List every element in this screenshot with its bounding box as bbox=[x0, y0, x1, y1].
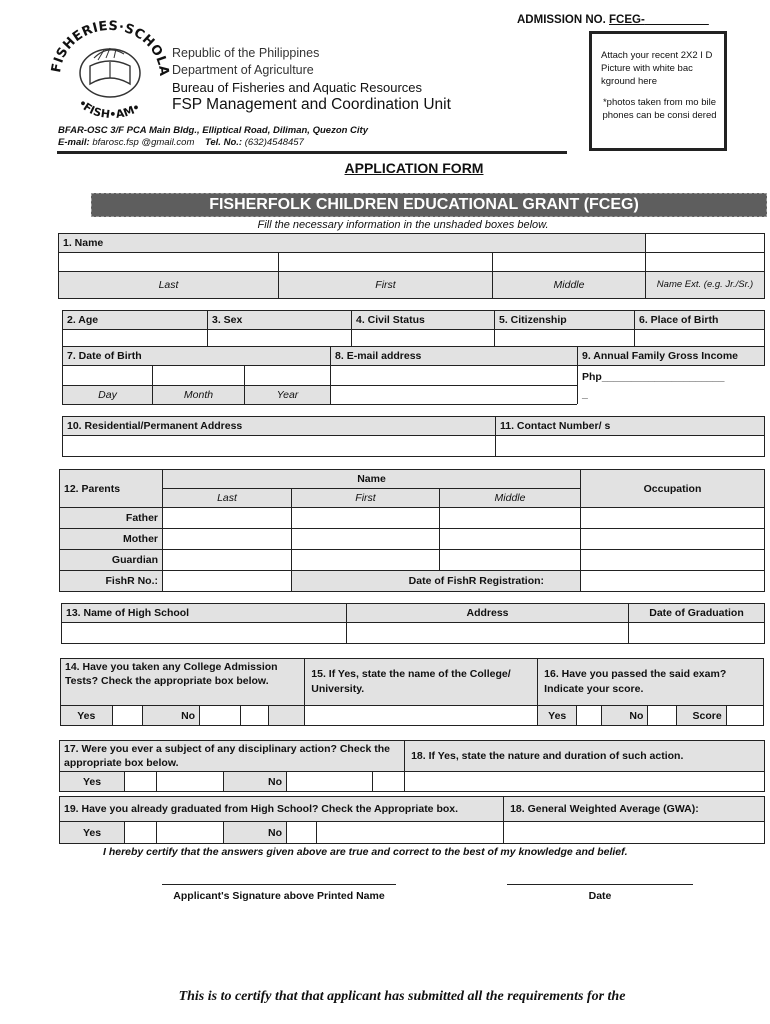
q17-yes-label: Yes bbox=[60, 772, 125, 792]
personal-info-table bbox=[62, 310, 765, 349]
agency-line-bureau: Bureau of Fisheries and Aquatic Resources bbox=[172, 80, 423, 95]
first-name-caption: First bbox=[279, 272, 493, 299]
family-income-label: 9. Annual Family Gross Income bbox=[578, 347, 765, 366]
residential-address-input[interactable] bbox=[63, 436, 496, 457]
q19-label: 19. Have you already graduated from High School? Check the Appropriate box. bbox=[60, 797, 504, 822]
email-address-input[interactable] bbox=[331, 366, 578, 386]
q16-yes-label: Yes bbox=[538, 706, 577, 726]
q18-label: 18. If Yes, state the nature and duration of such action. bbox=[405, 741, 765, 772]
father-last-input[interactable] bbox=[163, 508, 292, 529]
mother-first-input[interactable] bbox=[292, 529, 440, 550]
requirements-certification: This is to certify that that applicant has submitted all the requirements for the bbox=[178, 989, 626, 1004]
agency-line-republic: Republic of the Philippines bbox=[172, 46, 320, 60]
middle-name-caption: Middle bbox=[493, 272, 646, 299]
date-line[interactable] bbox=[507, 884, 693, 885]
tel-value: (632)4548457 bbox=[244, 137, 304, 148]
first-name-input[interactable] bbox=[279, 253, 493, 272]
year-caption: Year bbox=[245, 385, 331, 405]
q14-spacer-shaded bbox=[269, 706, 305, 726]
guardian-label: Guardian bbox=[60, 550, 163, 571]
name-label: 1. Name bbox=[59, 234, 646, 253]
fishr-number-label: FishR No.: bbox=[60, 571, 163, 592]
email-label: E-mail: bbox=[58, 137, 90, 148]
guardian-first-input[interactable] bbox=[292, 550, 440, 571]
graduation-date-label: Date of Graduation bbox=[629, 604, 765, 623]
q17-spacer-2 bbox=[373, 772, 405, 792]
q16-yes-checkbox[interactable] bbox=[577, 706, 602, 726]
graduation-date-input[interactable] bbox=[629, 623, 765, 644]
photo-box[interactable] bbox=[589, 31, 727, 151]
middle-name-input[interactable] bbox=[493, 253, 646, 272]
q19-spacer-2 bbox=[317, 822, 504, 844]
high-school-address-input[interactable] bbox=[347, 623, 629, 644]
signature-line[interactable] bbox=[162, 884, 396, 885]
parents-name-header: Name bbox=[163, 470, 581, 489]
form-instruction: Fill the necessary information in the unshaded boxes below. bbox=[257, 219, 549, 231]
citizenship-label: 5. Citizenship bbox=[495, 311, 635, 330]
signature-caption: Applicant's Signature above Printed Name bbox=[173, 890, 385, 902]
guardian-middle-input[interactable] bbox=[440, 550, 581, 571]
place-of-birth-label: 6. Place of Birth bbox=[635, 311, 765, 330]
contact-number-input[interactable] bbox=[496, 436, 765, 457]
q16-label: 16. Have you passed the said exam? Indicate your score. bbox=[538, 659, 764, 706]
q15-label: 15. If Yes, state the name of the College/ University. bbox=[305, 659, 538, 706]
fishr-date-input[interactable] bbox=[581, 571, 765, 592]
svg-text:FISHERIES·SCHOLARSHIP·PRO: FISHERIES·SCHOLA bbox=[49, 18, 172, 78]
svg-text:•FISH•AM•: •FISH•AM• bbox=[75, 96, 143, 118]
birth-month-input[interactable] bbox=[153, 366, 245, 386]
q17-no-label: No bbox=[224, 772, 287, 792]
contact-line bbox=[58, 137, 368, 149]
birth-year-input[interactable] bbox=[245, 366, 331, 386]
guardian-last-input[interactable] bbox=[163, 550, 292, 571]
father-label: Father bbox=[60, 508, 163, 529]
high-school-name-label: 13. Name of High School bbox=[62, 604, 347, 623]
high-school-address-label: Address bbox=[347, 604, 629, 623]
guardian-occupation-input[interactable] bbox=[581, 550, 765, 571]
q14-label: 14. Have you taken any College Admission Tests? Check the appropriate box below. bbox=[61, 659, 305, 706]
discipline-table bbox=[59, 740, 765, 792]
day-caption: Day bbox=[63, 385, 153, 405]
last-name-input[interactable] bbox=[59, 253, 279, 272]
month-caption: Month bbox=[153, 385, 245, 405]
q14-yes-checkbox[interactable] bbox=[112, 706, 143, 726]
q17-spacer bbox=[157, 772, 224, 792]
grant-banner-text: FISHERFOLK CHILDREN EDUCATIONAL GRANT (FCEG) bbox=[209, 196, 639, 213]
q14-yes-label: Yes bbox=[61, 706, 113, 726]
office-address: BFAR-OSC 3/F PCA Main Bldg., Elliptical Road, Diliman, Quezon City bbox=[58, 125, 369, 136]
q19-yes-label: Yes bbox=[60, 822, 125, 844]
name-header-blank bbox=[646, 234, 765, 253]
q14-spacer bbox=[241, 706, 269, 726]
mother-label: Mother bbox=[60, 529, 163, 550]
parents-first-caption: First bbox=[292, 489, 440, 508]
father-occupation-input[interactable] bbox=[581, 508, 765, 529]
birth-email-income-table bbox=[62, 346, 765, 405]
photo-instruction: Attach your recent 2X2 I D Picture with white bac kground here bbox=[601, 50, 713, 87]
email-extra-cell[interactable] bbox=[331, 385, 578, 405]
birth-day-input[interactable] bbox=[63, 366, 153, 386]
q19-spacer bbox=[157, 822, 224, 844]
parents-last-caption: Last bbox=[163, 489, 292, 508]
civil-status-label: 4. Civil Status bbox=[352, 311, 495, 330]
parents-label: 12. Parents bbox=[60, 470, 163, 508]
date-of-birth-label: 7. Date of Birth bbox=[63, 347, 331, 366]
fsp-logo bbox=[46, 18, 172, 118]
mother-middle-input[interactable] bbox=[440, 529, 581, 550]
fishr-date-label: Date of FishR Registration: bbox=[292, 571, 581, 592]
agency-line-department: Department of Agriculture bbox=[172, 63, 314, 77]
date-caption: Date bbox=[588, 890, 612, 902]
address-block bbox=[58, 125, 368, 149]
income-php-tail: _ bbox=[582, 388, 588, 400]
q16-score-label: Score bbox=[677, 706, 726, 726]
admission-prefix: FCEG- bbox=[609, 14, 645, 26]
agency-line-unit: FSP Management and Coordination Unit bbox=[172, 96, 451, 113]
certification-statement: I hereby certify that the answers given above are true and correct to the best of my knowledge and belief. bbox=[103, 846, 628, 858]
q18-nature-input[interactable] bbox=[405, 772, 765, 792]
high-school-name-input[interactable] bbox=[62, 623, 347, 644]
q14-no-checkbox[interactable] bbox=[200, 706, 241, 726]
gwa-label: 18. General Weighted Average (GWA): bbox=[504, 797, 765, 822]
q15-college-input[interactable] bbox=[305, 706, 538, 726]
email-value: bfarosc.fsp @gmail.com bbox=[92, 137, 195, 148]
name-table bbox=[58, 233, 765, 299]
q17-no-checkbox[interactable] bbox=[287, 772, 373, 792]
q16-score-input[interactable] bbox=[726, 706, 763, 726]
q19-no-checkbox[interactable] bbox=[287, 822, 317, 844]
q19-yes-checkbox[interactable] bbox=[125, 822, 157, 844]
q16-no-label: No bbox=[602, 706, 648, 726]
q19-no-label: No bbox=[224, 822, 287, 844]
high-school-table bbox=[61, 603, 765, 644]
sex-label: 3. Sex bbox=[208, 311, 352, 330]
gwa-input[interactable] bbox=[504, 822, 765, 844]
family-income-input[interactable] bbox=[578, 366, 765, 405]
father-middle-input[interactable] bbox=[440, 508, 581, 529]
q16-no-checkbox[interactable] bbox=[648, 706, 677, 726]
form-title: APPLICATION FORM bbox=[344, 160, 484, 176]
agency-block bbox=[172, 45, 451, 113]
contact-number-label: 11. Contact Number/ s bbox=[496, 417, 765, 436]
q14-no-label: No bbox=[143, 706, 200, 726]
address-contact-table bbox=[62, 416, 765, 457]
last-name-caption: Last bbox=[59, 272, 279, 299]
tel-label: Tel. No.: bbox=[204, 137, 243, 148]
header-rule bbox=[57, 151, 567, 154]
residential-address-label: 10. Residential/Permanent Address bbox=[63, 417, 496, 436]
q17-label: 17. Were you ever a subject of any disciplinary action? Check the appropriate box below. bbox=[60, 741, 405, 772]
parents-middle-caption: Middle bbox=[440, 489, 581, 508]
photo-note: *photos taken from mo bile phones can be consi dered bbox=[602, 97, 717, 121]
admission-number bbox=[517, 14, 709, 26]
name-ext-caption: Name Ext. (e.g. Jr./Sr.) bbox=[646, 272, 765, 299]
fishr-number-input[interactable] bbox=[163, 571, 292, 592]
admission-blank[interactable]: __________ bbox=[644, 14, 709, 26]
admission-label: ADMISSION NO. bbox=[517, 14, 606, 26]
mother-last-input[interactable] bbox=[163, 529, 292, 550]
admission-test-table bbox=[60, 658, 764, 726]
email-address-label: 8. E-mail address bbox=[331, 347, 578, 366]
graduation-gwa-table bbox=[59, 796, 765, 844]
income-php-line: Php_____________________ bbox=[582, 371, 725, 383]
mother-occupation-input[interactable] bbox=[581, 529, 765, 550]
parents-table bbox=[59, 469, 765, 592]
age-label: 2. Age bbox=[63, 311, 208, 330]
occupation-header: Occupation bbox=[581, 470, 765, 508]
name-ext-input[interactable] bbox=[646, 253, 765, 272]
grant-banner bbox=[91, 193, 767, 217]
q17-yes-checkbox[interactable] bbox=[125, 772, 157, 792]
father-first-input[interactable] bbox=[292, 508, 440, 529]
